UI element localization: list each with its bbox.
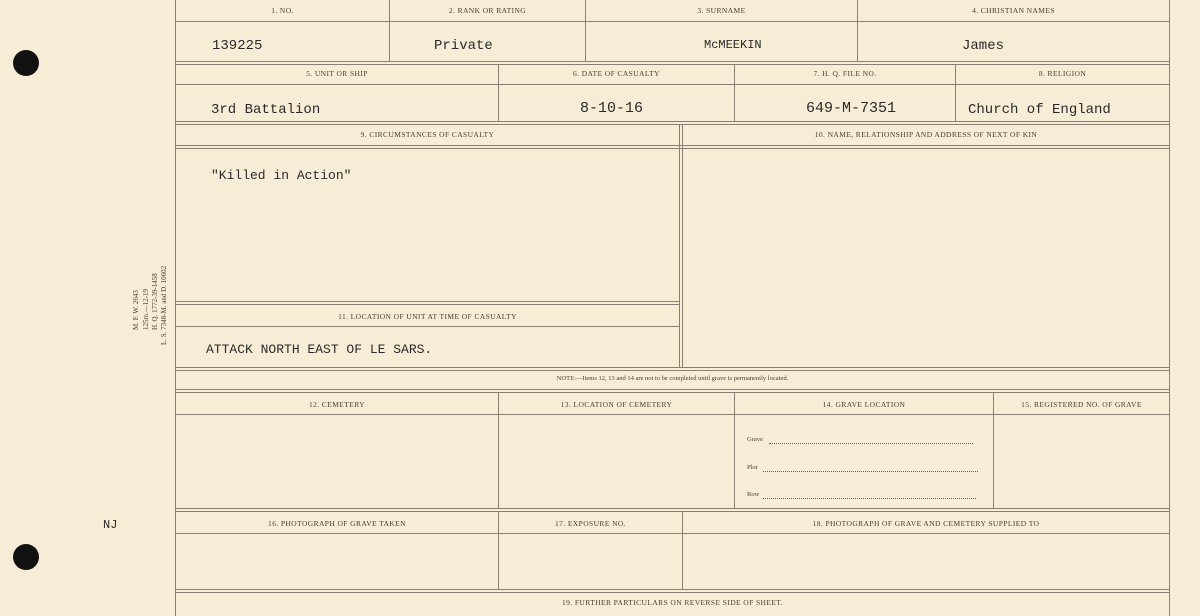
label-hq-file: 7. H. Q. FILE NO. <box>813 69 877 78</box>
rule <box>176 148 1169 149</box>
label-date: 6. DATE OF CASUALTY <box>573 69 660 78</box>
label-photo-supplied: 18. PHOTOGRAPH OF GRAVE AND CEMETERY SUPPLIED TO <box>812 519 1040 528</box>
value-no: 139225 <box>212 38 263 54</box>
rule <box>176 370 1169 371</box>
rule <box>176 64 1169 65</box>
label-no: 1. NO. <box>271 6 294 15</box>
label-rank: 2. RANK OR RATING <box>448 6 527 15</box>
rule <box>176 392 1169 393</box>
rule <box>176 84 1169 85</box>
label-christian: 4. CHRISTIAN NAMES <box>972 6 1055 15</box>
rule <box>176 304 679 305</box>
value-date: 8-10-16 <box>580 100 644 117</box>
side-form-code-3: H. Q. 1772-39-1458 <box>151 273 159 330</box>
plot-dots <box>763 471 978 472</box>
label-further: 19. FURTHER PARTICULARS ON REVERSE SIDE OF SHEET. <box>561 598 783 607</box>
rule <box>176 589 1169 590</box>
label-location-cemetery: 13. LOCATION OF CEMETERY <box>560 400 673 409</box>
side-form-code-1: M. F. W. 2643 <box>132 290 140 330</box>
rule <box>176 511 1169 512</box>
punch-hole-bottom <box>13 544 39 570</box>
col-div <box>734 392 735 508</box>
value-hq-file: 649-M-7351 <box>806 100 897 117</box>
label-next-of-kin: 10. NAME, RELATIONSHIP AND ADDRESS OF NEXT OF KIN <box>814 130 1038 139</box>
rule <box>176 61 1169 62</box>
note-text: NOTE:—Items 12, 13 and 14 are not to be completed until grave is permanently located. <box>556 375 789 382</box>
col-div <box>682 124 683 368</box>
punch-hole-top <box>13 50 39 76</box>
label-religion: 8. RELIGION <box>1038 69 1087 78</box>
value-circumstances: "Killed in Action" <box>211 168 352 183</box>
value-location-unit: ATTACK NORTH EAST OF LE SARS. <box>206 342 433 357</box>
rule <box>176 367 1169 368</box>
label-location-unit: 11. LOCATION OF UNIT AT TIME OF CASUALTY <box>338 312 517 321</box>
row-dots <box>763 498 976 499</box>
value-rank: Private <box>434 38 493 54</box>
label-unit: 5. UNIT OR SHIP <box>306 69 368 78</box>
row-label: Row <box>747 491 760 498</box>
grave-label: Grave <box>747 436 763 443</box>
rule <box>176 533 1169 534</box>
label-surname: 3. SURNAME <box>697 6 746 15</box>
rule <box>176 326 679 327</box>
label-circumstances: 9. CIRCUMSTANCES OF CASUALTY <box>360 130 495 139</box>
grave-dots <box>769 443 973 444</box>
label-photo-taken: 16. PHOTOGRAPH OF GRAVE TAKEN <box>268 519 406 528</box>
value-religion: Church of England <box>968 102 1111 118</box>
side-form-code-4: L. S. 7348-M. and D. 10602 <box>160 265 168 345</box>
rule <box>176 508 1169 509</box>
label-registered-no: 15. REGISTERED NO. OF GRAVE <box>1021 400 1142 409</box>
rule <box>176 592 1169 593</box>
label-exposure: 17. EXPOSURE NO. <box>555 519 626 528</box>
value-christian: James <box>962 38 1005 54</box>
rule <box>176 145 1169 146</box>
rule <box>176 21 1169 22</box>
rule <box>176 414 1169 415</box>
rule <box>176 389 1169 390</box>
value-unit: 3rd Battalion <box>211 102 321 118</box>
nj-mark: NJ <box>103 518 118 532</box>
col-div <box>679 124 680 368</box>
label-grave-location: 14. GRAVE LOCATION <box>822 400 906 409</box>
frame-right-line <box>1169 0 1170 616</box>
side-form-code-2: 125m.—12-19 <box>142 288 150 330</box>
plot-label: Plot <box>747 464 758 471</box>
label-cemetery: 12. CEMETERY <box>308 400 366 409</box>
col-div <box>993 392 994 508</box>
rule <box>176 301 679 302</box>
value-surname: McMEEKIN <box>704 38 762 52</box>
rule <box>176 124 1169 125</box>
rule <box>176 121 1169 122</box>
col-div <box>498 392 499 508</box>
